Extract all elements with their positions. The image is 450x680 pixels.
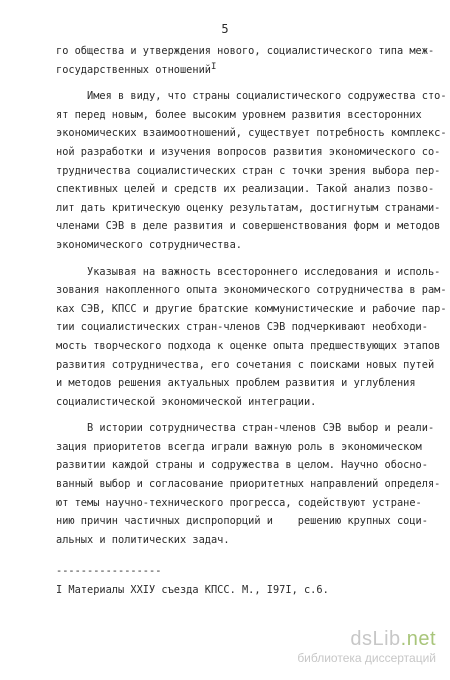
text-line: Имея в виду, что страны социалистического содружества сто-	[56, 90, 447, 103]
footnote-divider: -----------------	[56, 565, 162, 577]
watermark-logo-suffix: .net	[400, 628, 436, 650]
text-line	[56, 61, 436, 80]
text-line: нию причин частичных диспропорций и решению крупных соци-	[56, 515, 428, 528]
paragraph	[56, 263, 447, 412]
text-line: лит дать критическую оценку результатам, достигнутым странами-	[56, 201, 441, 214]
text-line: членами СЭВ в деле развития и совершенствования форм и методов	[56, 220, 441, 233]
text-line: развития сотрудничества, его сочетания с поисками новых путей	[56, 358, 435, 371]
paragraph	[56, 87, 447, 254]
text-line: В истории сотрудничества стран-членов СЭВ выбор и реали-	[56, 422, 435, 435]
text-line: ют темы научно-технического прогресса, содействуют устране-	[56, 496, 422, 509]
text-line: тии социалистических стран-членов СЭВ подчеркивают необходи-	[56, 321, 428, 334]
footnote-text: I Материалы XXIУ съезда КПСС. М., I97I, с.6.	[56, 584, 329, 596]
text-line: экономического сотрудничества.	[56, 238, 242, 251]
paragraph	[56, 42, 436, 79]
text-line: мость творческого подхода к оценке опыта предшествующих этапов	[56, 339, 441, 352]
text-line-content: государственных отношений	[56, 63, 211, 76]
text-line: и методов решения актуальных проблем развития и углубления	[56, 377, 416, 390]
text-line: альных и политических задач.	[56, 533, 230, 546]
text-line: экономических взаимоотношений, существует потребность комплекс-	[56, 127, 447, 140]
footnote-reference[interactable]: I	[210, 61, 217, 72]
document-body	[56, 42, 447, 549]
watermark-logo	[297, 628, 436, 650]
text-line: спективных целей и средств их реализации. Такой анализ позво-	[56, 183, 435, 196]
text-line: социалистической экономической интеграции.	[56, 395, 317, 408]
footnote	[56, 565, 436, 599]
page-number: 5	[221, 22, 229, 36]
text-line: ят перед новым, более высоким уровнем развития всесторонних	[56, 108, 422, 121]
watermark	[297, 628, 436, 666]
text-line: зация приоритетов всегда играли важную роль в экономическом	[56, 440, 422, 453]
paragraph	[56, 419, 441, 549]
text-line: развитии каждой страны и содружества в целом. Научно обосно-	[56, 459, 428, 472]
text-line: ной разработки и изучения вопросов развития экономического со-	[56, 145, 441, 158]
watermark-logo-main: dsLib	[350, 628, 401, 650]
text-line: го общества и утверждения нового, социалистического типа меж-	[56, 45, 435, 57]
text-line: ванный выбор и согласование приоритетных направлений определя-	[56, 478, 441, 491]
text-line: трудничества социалистических стран с точки зрения выбора пер-	[56, 164, 441, 177]
text-line: Указывая на важность всестороннего исследования и исполь-	[56, 265, 441, 278]
text-line: ках СЭВ, КПСС и другие братские коммунистические и рабочие пар-	[56, 302, 447, 315]
watermark-tagline: библиотека диссертаций	[297, 651, 436, 665]
text-line: зования накопленного опыта экономического сотрудничества в рам-	[56, 284, 447, 297]
